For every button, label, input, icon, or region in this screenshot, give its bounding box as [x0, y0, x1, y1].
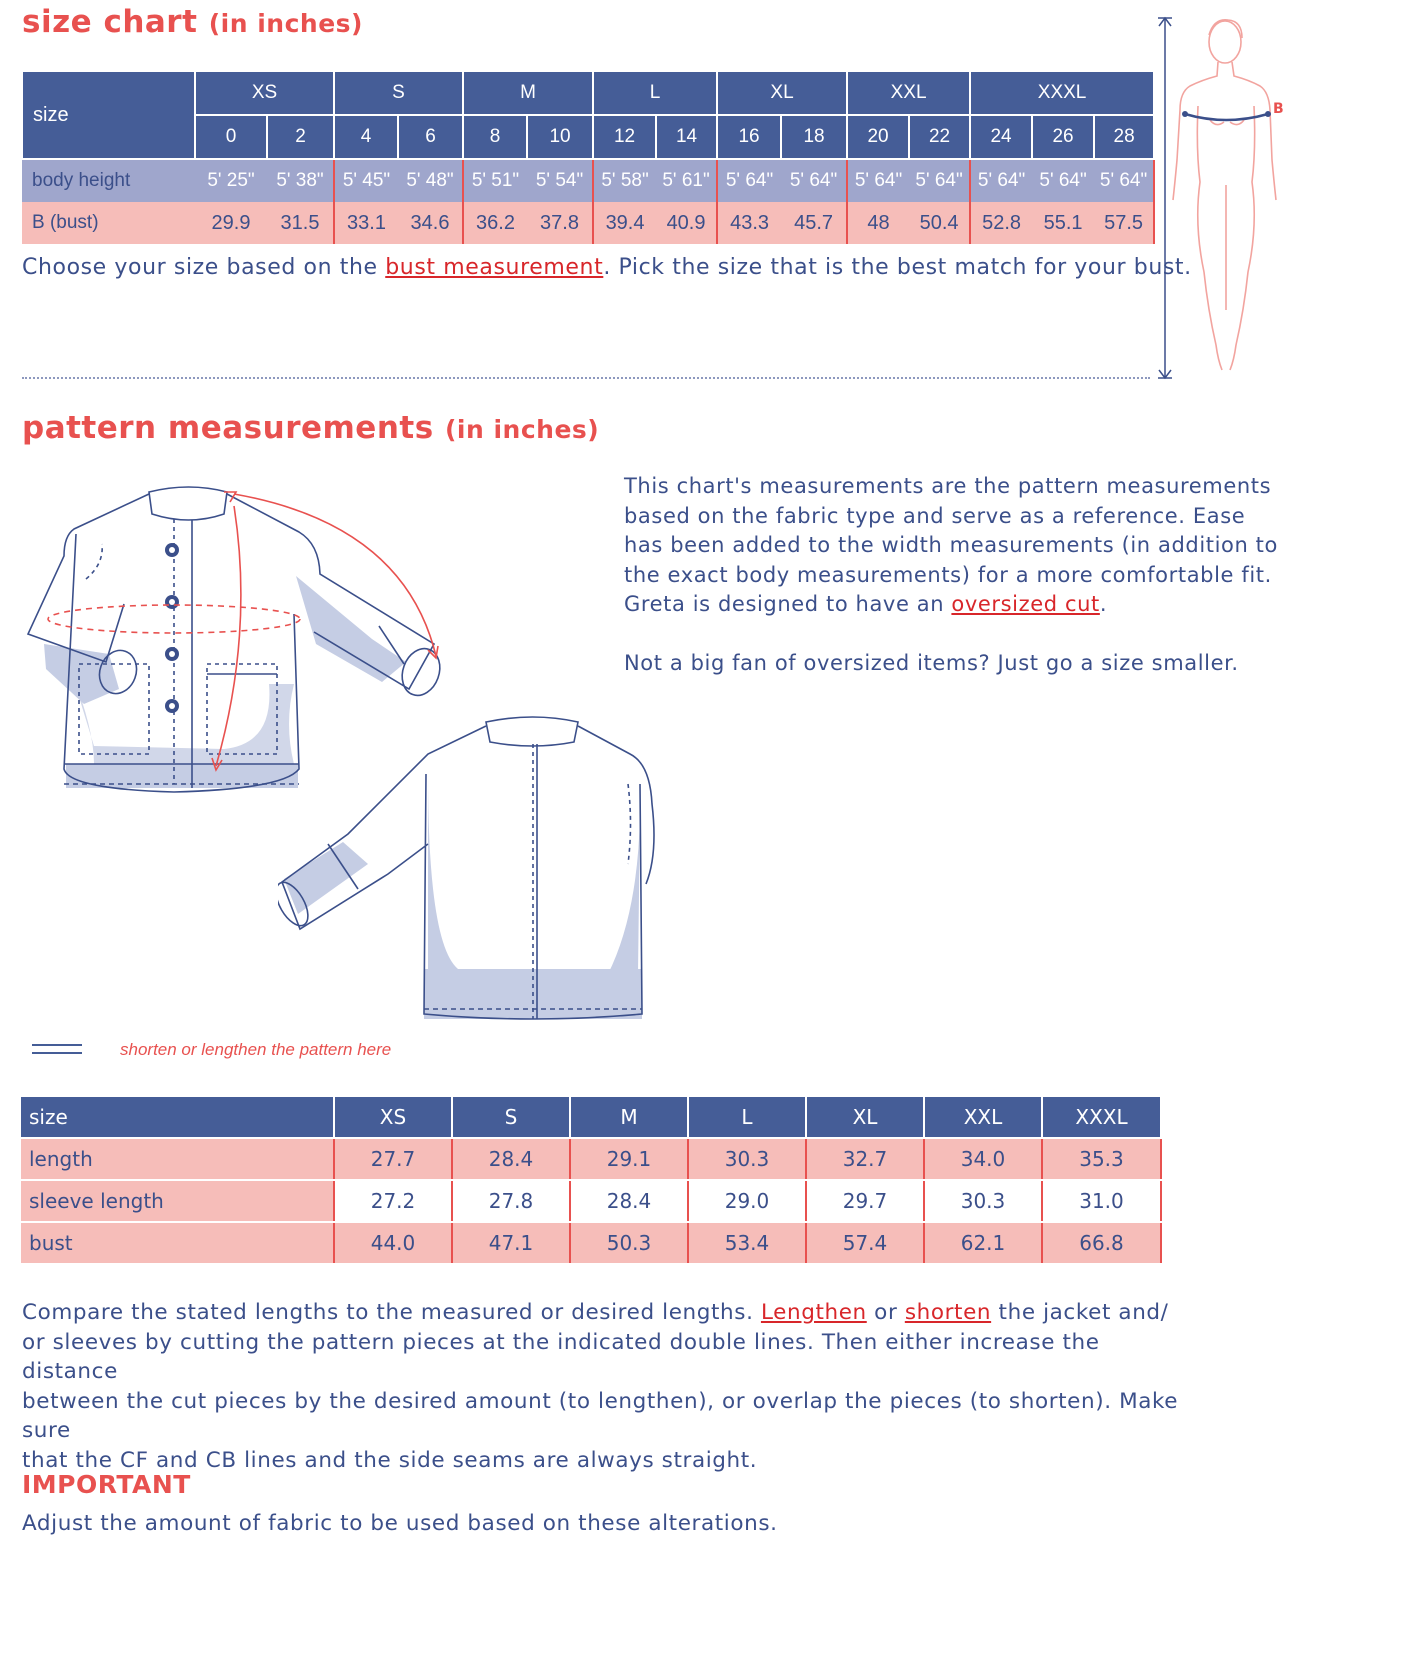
pm-cell: 27.2 [334, 1180, 452, 1222]
note-text: . Pick the size that is the best match for your bust. [603, 255, 1192, 280]
desc-line: This chart's measurements are the pattern measurements [624, 474, 1272, 498]
bust-cell: 48 [847, 202, 909, 244]
body-height-cell: 5' 64" [1032, 159, 1094, 202]
body-height-cell: 5' 64" [970, 159, 1032, 202]
size-row-label: size [22, 71, 195, 159]
body-height-cell: 5' 51" [463, 159, 527, 202]
pm-cell: 28.4 [570, 1180, 688, 1222]
size-chart-table [21, 70, 1155, 244]
bust-measurement-link[interactable]: bust measurement [385, 255, 604, 280]
pm-size-header: XL [806, 1097, 924, 1138]
bust-cell: 57.5 [1094, 202, 1154, 244]
size-group-xxxl: XXXL [970, 71, 1154, 115]
desc-line [624, 590, 1324, 620]
size-number: 28 [1094, 115, 1154, 159]
instr-text: or [866, 1300, 905, 1325]
table-row [21, 1180, 1161, 1222]
body-height-cell: 5' 64" [909, 159, 970, 202]
pm-row-label: bust [21, 1222, 334, 1263]
alteration-instructions [22, 1298, 1182, 1475]
pm-cell: 29.1 [570, 1138, 688, 1180]
body-height-cell: 5' 48" [398, 159, 463, 202]
body-height-cell: 5' 25" [195, 159, 267, 202]
pm-cell: 53.4 [688, 1222, 806, 1263]
bust-cell: 52.8 [970, 202, 1032, 244]
pm-size-header: XS [334, 1097, 452, 1138]
pm-cell: 29.7 [806, 1180, 924, 1222]
size-number: 4 [334, 115, 398, 159]
pm-row-label: sleeve length [21, 1180, 334, 1222]
size-group-xs: XS [195, 71, 334, 115]
size-number: 12 [593, 115, 656, 159]
instr-line: or sleeves by cutting the pattern pieces at the indicated double lines. Then either increase the distance [22, 1329, 1100, 1384]
bust-label: B (bust) [22, 202, 195, 244]
pm-cell: 31.0 [1042, 1180, 1161, 1222]
pattern-title-text: pattern measurements [22, 410, 434, 446]
body-height-cell: 5' 61" [656, 159, 717, 202]
note-text: Choose your size based on the [22, 255, 386, 280]
pm-row-label: length [21, 1138, 334, 1180]
size-number: 16 [717, 115, 781, 159]
pm-size-header: S [452, 1097, 570, 1138]
pm-cell: 27.7 [334, 1138, 452, 1180]
pattern-measurements-title [22, 410, 599, 446]
pm-cell: 44.0 [334, 1222, 452, 1263]
size-group-xl: XL [717, 71, 847, 115]
legend-label: shorten or lengthen the pattern here [120, 1040, 392, 1059]
body-height-label: body height [22, 159, 195, 202]
size-number: 10 [527, 115, 593, 159]
bust-cell: 37.8 [527, 202, 593, 244]
desc-text: Greta is designed to have an [624, 592, 952, 616]
size-number: 22 [909, 115, 970, 159]
body-height-row [22, 159, 1154, 202]
table-row [21, 1222, 1161, 1263]
bust-cell: 34.6 [398, 202, 463, 244]
pm-cell: 27.8 [452, 1180, 570, 1222]
important-text: Adjust the amount of fabric to be used based on these alterations. [22, 1511, 778, 1536]
shorten-link[interactable]: shorten [904, 1300, 992, 1325]
body-height-cell: 5' 64" [781, 159, 847, 202]
bust-measure-line [1182, 111, 1271, 120]
size-chart-unit: (in inches) [208, 9, 363, 38]
bust-figure-label: B [1273, 101, 1284, 117]
pm-size-header: XXL [924, 1097, 1042, 1138]
body-figure-illustration [1150, 10, 1300, 385]
size-group-xxl: XXL [847, 71, 970, 115]
pm-cell: 32.7 [806, 1138, 924, 1180]
pm-size-header: L [688, 1097, 806, 1138]
pm-cell: 34.0 [924, 1138, 1042, 1180]
size-group-s: S [334, 71, 463, 115]
pm-size-header: M [570, 1097, 688, 1138]
instr-line [22, 1298, 1182, 1328]
body-height-cell: 5' 45" [334, 159, 398, 202]
instr-text: the jacket and/ [991, 1300, 1169, 1325]
pm-size-header: XXXL [1042, 1097, 1161, 1138]
bust-cell: 33.1 [334, 202, 398, 244]
size-number: 6 [398, 115, 463, 159]
lengthen-link[interactable]: Lengthen [760, 1300, 867, 1325]
bust-cell: 39.4 [593, 202, 656, 244]
bust-cell: 45.7 [781, 202, 847, 244]
pm-cell: 47.1 [452, 1222, 570, 1263]
size-number: 14 [656, 115, 717, 159]
pattern-measurements-table [21, 1097, 1162, 1263]
bust-cell: 50.4 [909, 202, 970, 244]
body-silhouette [1173, 20, 1276, 370]
bust-cell: 31.5 [267, 202, 334, 244]
pm-cell: 62.1 [924, 1222, 1042, 1263]
desc-line: based on the fabric type and serve as a reference. Ease [624, 503, 1246, 528]
bust-row [22, 202, 1154, 244]
size-number: 26 [1032, 115, 1094, 159]
oversized-cut-link[interactable]: oversized cut [951, 592, 1100, 616]
pattern-unit: (in inches) [444, 415, 600, 444]
pm-cell: 30.3 [924, 1180, 1042, 1222]
pm-cell: 57.4 [806, 1222, 924, 1263]
desc-text: . [1099, 592, 1108, 616]
bust-cell: 29.9 [195, 202, 267, 244]
size-number: 0 [195, 115, 267, 159]
desc-line: has been added to the width measurements (in addition to [624, 533, 1278, 557]
body-height-cell: 5' 64" [717, 159, 781, 202]
pm-cell: 66.8 [1042, 1222, 1161, 1263]
bust-cell: 43.3 [717, 202, 781, 244]
body-height-cell: 5' 38" [267, 159, 334, 202]
body-height-cell: 5' 64" [1094, 159, 1154, 202]
double-line-legend-icon [32, 1044, 82, 1054]
pm-cell: 30.3 [688, 1138, 806, 1180]
bust-cell: 36.2 [463, 202, 527, 244]
size-chart-note [22, 252, 1192, 283]
pm-cell: 50.3 [570, 1222, 688, 1263]
pm-header-label: size [21, 1097, 334, 1138]
body-height-cell: 5' 64" [847, 159, 909, 202]
bust-cell: 40.9 [656, 202, 717, 244]
size-group-m: M [463, 71, 593, 115]
pattern-description [624, 472, 1324, 678]
body-height-cell: 5' 58" [593, 159, 656, 202]
desc-line: the exact body measurements) for a more comfortable fit. [624, 562, 1272, 587]
instr-line: between the cut pieces by the desired amount (to lengthen), or overlap the pieces (to shorten). Make sure [22, 1388, 1179, 1443]
size-number: 2 [267, 115, 334, 159]
bust-cell: 55.1 [1032, 202, 1094, 244]
pm-cell: 28.4 [452, 1138, 570, 1180]
important-title: IMPORTANT [22, 1470, 191, 1499]
size-group-l: L [593, 71, 717, 115]
jacket-buttons [165, 543, 179, 713]
body-height-cell: 5' 54" [527, 159, 593, 202]
size-number: 20 [847, 115, 909, 159]
pm-cell: 29.0 [688, 1180, 806, 1222]
section-divider [22, 377, 1150, 379]
size-number: 8 [463, 115, 527, 159]
size-chart-title-text: size chart [22, 4, 198, 40]
jacket-back-illustration [278, 714, 698, 1044]
instr-line: that the CF and CB lines and the side seams are always straight. [22, 1447, 758, 1473]
size-number: 24 [970, 115, 1032, 159]
size-chart-title [22, 4, 363, 40]
table-row [21, 1138, 1161, 1180]
pm-cell: 35.3 [1042, 1138, 1161, 1180]
desc-line-size-smaller: Not a big fan of oversized items? Just go a size smaller. [624, 650, 1239, 675]
size-number: 18 [781, 115, 847, 159]
instr-text: Compare the stated lengths to the measured or desired lengths. [22, 1300, 761, 1325]
